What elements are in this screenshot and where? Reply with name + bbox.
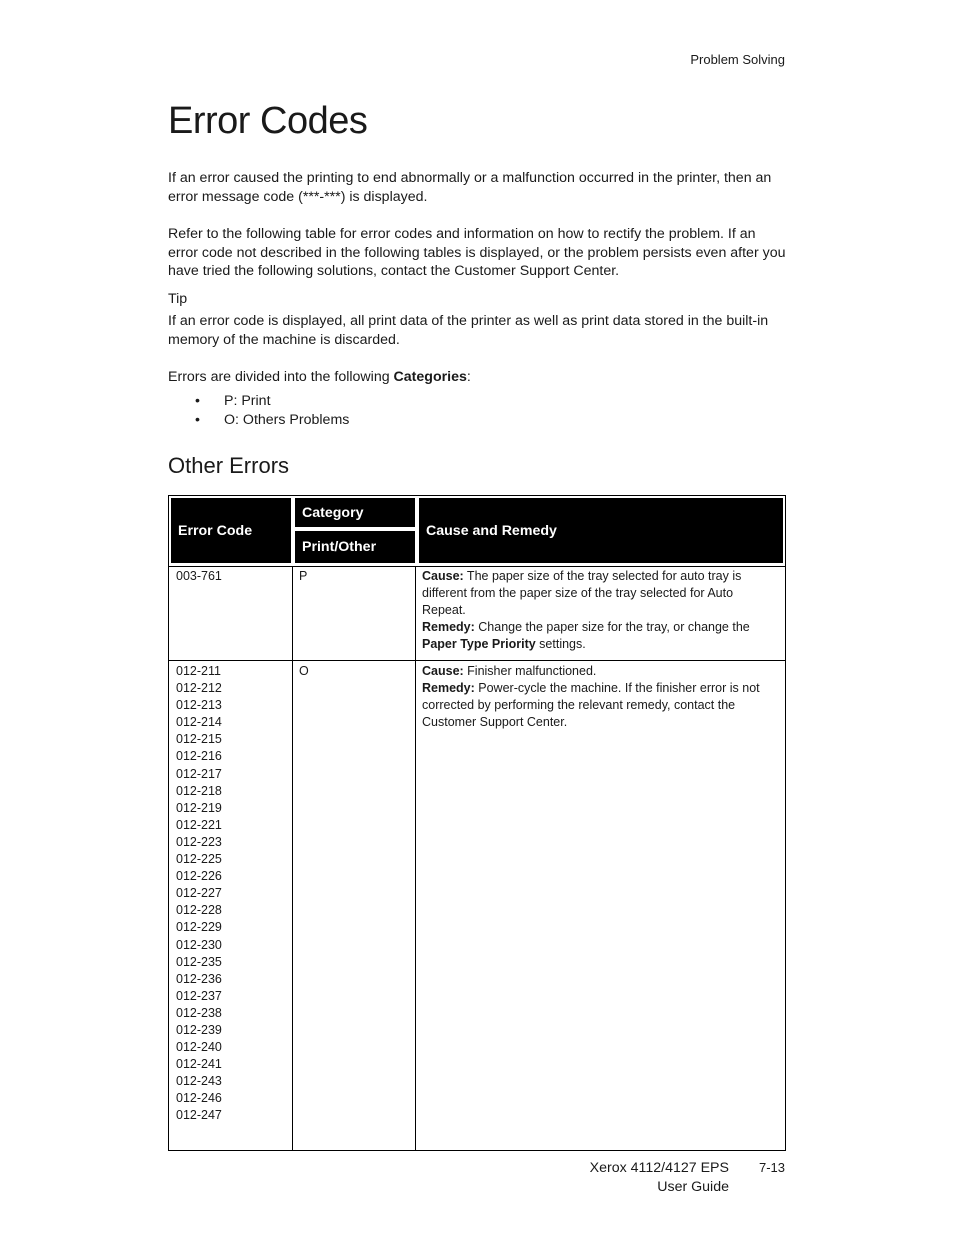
category-list xyxy=(195,392,349,430)
error-code: 012-238 xyxy=(176,1005,222,1020)
error-code: 012-229 xyxy=(176,920,222,935)
running-header: Problem Solving xyxy=(690,52,785,67)
category-cell xyxy=(293,567,416,660)
list-item xyxy=(195,392,349,411)
error-code: 012-221 xyxy=(176,817,222,832)
error-code: 012-215 xyxy=(176,732,222,747)
bullet-icon: • xyxy=(195,412,200,428)
error-code-cell xyxy=(169,661,293,1150)
remedy-text: Change the paper size for the tray, or change the xyxy=(474,620,750,635)
error-code: 012-240 xyxy=(176,1040,222,1055)
header-cause-remedy xyxy=(419,498,783,563)
header-print-other-label: Print/Other xyxy=(302,539,377,555)
error-code: 012-230 xyxy=(176,937,222,952)
error-code: 012-212 xyxy=(176,681,222,696)
error-code: 012-228 xyxy=(176,903,222,918)
header-error-code-label: Error Code xyxy=(178,523,253,539)
error-code: 012-225 xyxy=(176,852,222,867)
category-cell xyxy=(293,661,416,1150)
error-code: 012-226 xyxy=(176,869,222,884)
error-code: 012-239 xyxy=(176,1022,222,1037)
remedy-label: Remedy: xyxy=(422,620,475,635)
error-code: 012-217 xyxy=(176,766,222,781)
header-category xyxy=(295,498,415,527)
categories-suffix: : xyxy=(466,369,471,385)
error-code: 012-243 xyxy=(176,1074,222,1089)
remedy-text-end: settings. xyxy=(535,637,586,652)
error-code: 012-235 xyxy=(176,954,222,969)
error-table-body xyxy=(168,567,786,1151)
page-number: 7-13 xyxy=(758,1160,785,1175)
header-cause-remedy-label: Cause and Remedy xyxy=(426,523,557,539)
categories-intro xyxy=(168,368,786,387)
remedy-text: Power-cycle the machine. If the finisher error is not corrected by performing the relevant remedy, contact the Customer Support Center. xyxy=(422,681,760,730)
error-code: 012-219 xyxy=(176,800,222,815)
remedy-label: Remedy: xyxy=(422,681,475,696)
intro-paragraph-2: Refer to the following table for error codes and information on how to rectify the problem. If an error code not described in the following tables is displayed, or the problem persists even after you have tried the following solutions, contact the Customer Support Center. xyxy=(168,226,786,280)
cause-label: Cause: xyxy=(422,664,464,678)
cause-remedy-cell xyxy=(416,567,785,660)
tip-label: Tip xyxy=(168,291,188,307)
tip-text: If an error code is displayed, all print data of the printer as well as print data stored in the built-in memory of the machine is discarded. xyxy=(168,313,769,348)
error-code: 012-218 xyxy=(176,783,222,798)
categories-bold: Categories xyxy=(393,369,467,385)
cause-remedy-cell xyxy=(416,661,785,1150)
error-code: 012-213 xyxy=(176,698,222,713)
error-code-cell xyxy=(169,567,293,660)
error-code: 012-227 xyxy=(176,886,222,901)
intro-paragraph-1: If an error caused the printing to end abnormally or a malfunction occurred in the printer, then an error message code (***-***) is displayed. xyxy=(168,170,772,205)
remedy-setting-name: Paper Type Priority xyxy=(422,637,536,652)
error-code: 012-211 xyxy=(176,664,221,678)
header-category-label: Category xyxy=(302,505,364,521)
section-title: Other Errors xyxy=(168,453,290,478)
error-code: 012-216 xyxy=(176,749,222,764)
header-print-other xyxy=(295,531,415,563)
footer-product-name: Xerox 4112/4127 EPS xyxy=(589,1160,729,1176)
error-code: 012-246 xyxy=(176,1091,222,1106)
footer-guide-name: User Guide xyxy=(657,1178,729,1195)
table-row xyxy=(168,567,786,661)
header-error-code xyxy=(171,498,291,563)
list-item xyxy=(195,411,349,430)
page-title: Error Codes xyxy=(168,100,368,142)
error-code: 012-241 xyxy=(176,1057,222,1072)
table-header xyxy=(168,495,786,567)
cause-text: Finisher malfunctioned. xyxy=(463,664,597,678)
category-value: P xyxy=(299,569,308,583)
error-code: 012-236 xyxy=(176,971,222,986)
category-value: O xyxy=(299,664,309,678)
error-code: 012-247 xyxy=(176,1108,222,1123)
error-code: 012-223 xyxy=(176,834,222,849)
cause-text: The paper size of the tray selected for auto tray is different from the paper size of the tray selected for Auto Repeat. xyxy=(422,569,742,618)
error-code: 003-761 xyxy=(176,569,222,583)
list-item-label: P: Print xyxy=(224,393,271,409)
footer-product xyxy=(590,1159,729,1196)
error-code: 012-237 xyxy=(176,988,222,1003)
table-row xyxy=(168,661,786,1151)
error-code: 012-214 xyxy=(176,715,222,730)
bullet-icon: • xyxy=(195,393,200,409)
list-item-label: O: Others Problems xyxy=(224,412,350,428)
cause-label: Cause: xyxy=(422,569,464,583)
categories-prefix: Errors are divided into the following xyxy=(168,369,394,385)
